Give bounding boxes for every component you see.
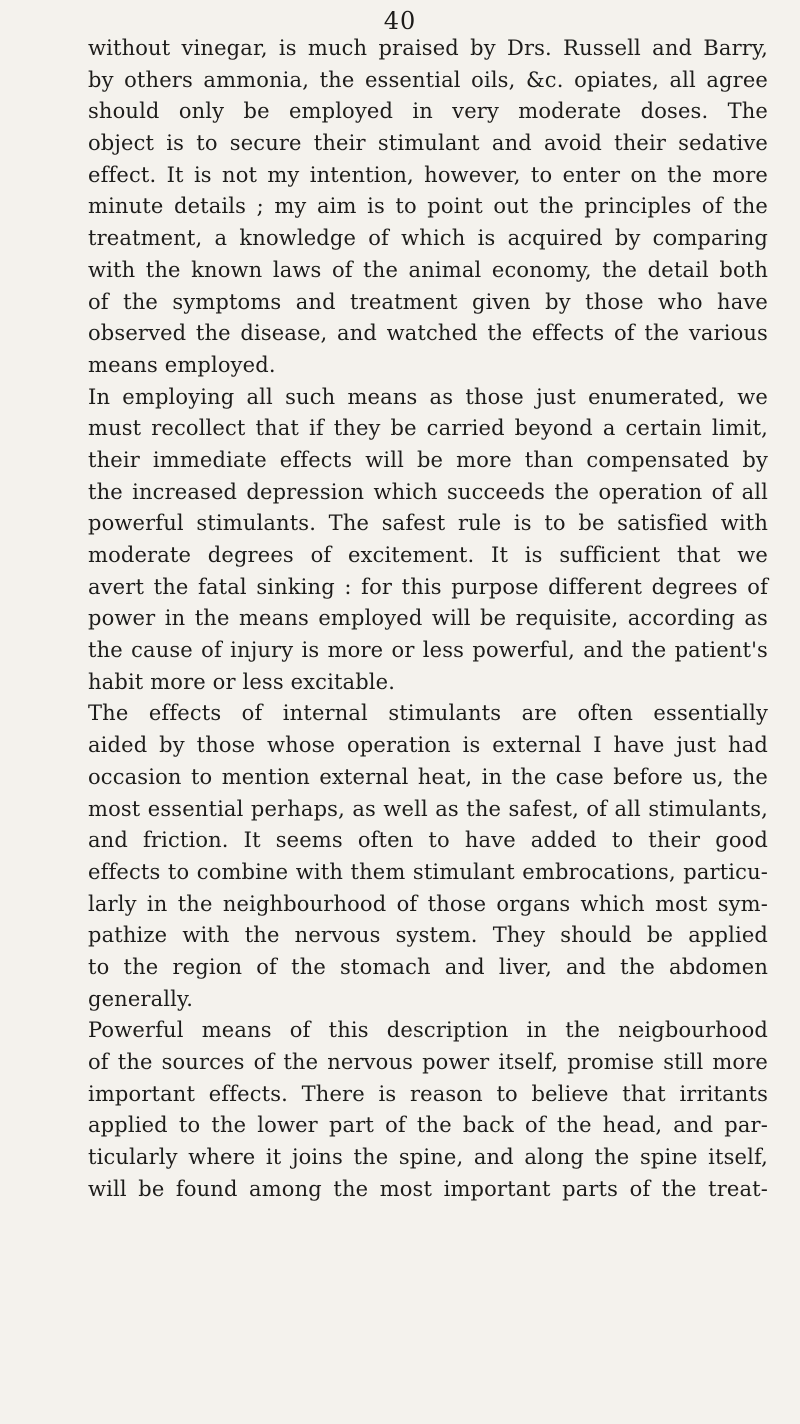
text-line: generally. [88,986,194,1011]
text-line: observed the disease, and watched the effects of the various [88,321,768,346]
text-line: most essential perhaps, as well as the safest, of all stimulants, [88,796,768,821]
text-line: will be found among the most important parts of the treat- [88,1176,768,1201]
text-line: applied to the lower part of the back of the head, and par- [88,1113,768,1138]
text-line: the increased depression which succeeds the operation of all [88,479,768,504]
text-line: by others ammonia, the essential oils, &c. opiates, all agree [88,67,768,92]
text-line: and friction. It seems often to have added to their good [88,828,768,853]
text-line: Powerful means of this description in the neigbourhood [88,1018,768,1043]
text-line: avert the fatal sinking : for this purpose different degrees of [88,574,768,599]
text-line: means employed. [88,352,276,377]
text-line: ticularly where it joins the spine, and along the spine itself, [88,1145,768,1170]
text-line: effect. It is not my intention, however, to enter on the more [88,162,768,187]
text-line: power in the means employed will be requisite, according as [88,606,768,631]
text-line: must recollect that if they be carried beyond a certain limit, [88,416,768,441]
text-line: occasion to mention external heat, in the case before us, the [88,764,768,789]
text-line: their immediate effects will be more than compensated by [88,447,768,472]
text-line: habit more or less excitable. [88,669,396,694]
text-line: object is to secure their stimulant and avoid their sedative [88,131,768,156]
text-line: with the known laws of the animal economy, the detail both [88,257,768,282]
page-number: 40 [383,7,417,35]
text-line: larly in the neighbourhood of those organs which most sym- [88,891,768,916]
body-text [88,33,768,1205]
text-line: without vinegar, is much praised by Drs. Russell and Barry, [88,36,768,60]
text-line: The effects of internal stimulants are often essentially [88,701,768,726]
text-line: pathize with the nervous system. They should be applied [88,923,768,948]
text-line: to the region of the stomach and liver, and the abdomen [88,954,768,979]
text-line: minute details ; my aim is to point out the principles of the [88,194,768,219]
text-line: In employing all such means as those just enumerated, we [88,384,768,409]
text-line: important effects. There is reason to believe that irritants [88,1081,768,1106]
text-line: of the symptoms and treatment given by those who have [88,289,768,314]
text-line: aided by those whose operation is external I have just had [88,733,768,758]
text-line: moderate degrees of excitement. It is sufficient that we [88,543,768,567]
text-line: should only be employed in very moderate doses. The [88,99,768,124]
text-line: powerful stimulants. The safest rule is to be satisfied with [88,511,768,536]
text-line: the cause of injury is more or less powerful, and the patient's [88,638,768,663]
text-line: treatment, a knowledge of which is acquired by comparing [88,226,768,251]
text-line: effects to combine with them stimulant embrocations, particu- [88,859,768,884]
text-line: of the sources of the nervous power itself, promise still more [88,1050,768,1074]
